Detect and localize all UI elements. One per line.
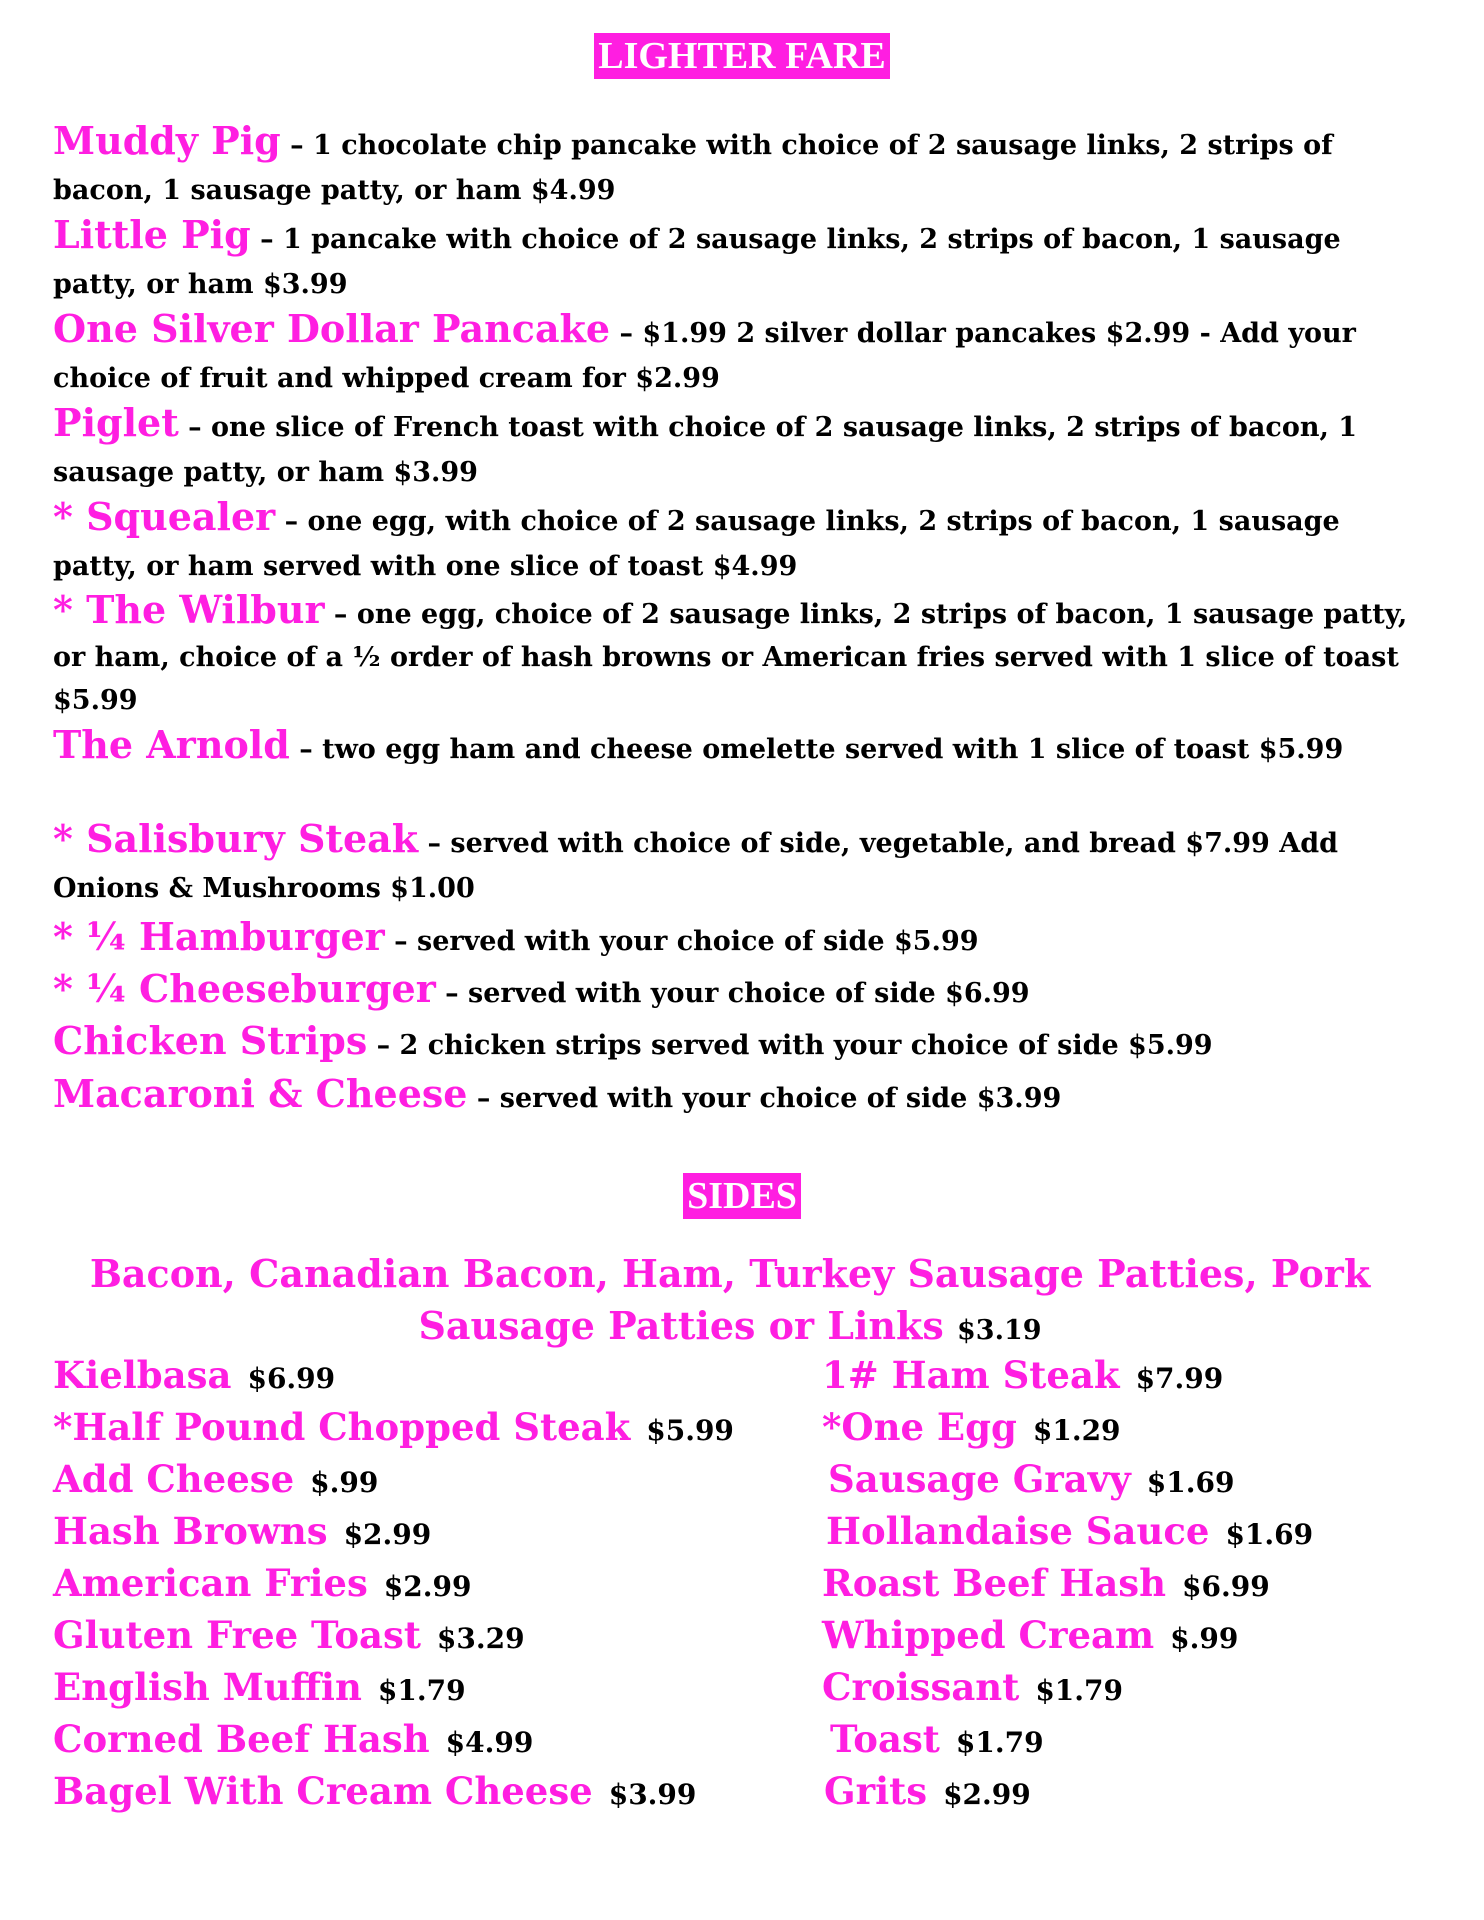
menu-item-desc: – served with your choice of side $3.99 (467, 1083, 1062, 1114)
menu-item-desc: – 1 chocolate chip pancake with choice of 2 sausage links, 2 strips of bacon, 1 sausage patty, or ham $4.99 (53, 130, 1333, 206)
side-item (822, 1405, 1121, 1449)
side-item (53, 1405, 734, 1449)
menu-item-desc: – 1 pancake with choice of 2 sausage links, 2 strips of bacon, 1 sausage patty, or ham $3.99 (53, 224, 1341, 300)
side-item (822, 1561, 1270, 1605)
menu-item-name: * The Wilbur (53, 587, 325, 632)
lighter-fare-heading (0, 33, 1484, 79)
side-item (824, 1769, 1031, 1813)
sides-intro-text: Bacon, Canadian Bacon, Ham, Turkey Sausage Patties, Pork Sausage Patties or Links (89, 1251, 1371, 1348)
menu-item-squealer (53, 494, 1423, 589)
menu-item-cheeseburger (53, 966, 1423, 1016)
menu-item-arnold (53, 722, 1423, 772)
side-name: Grits (824, 1769, 928, 1813)
side-item (822, 1665, 1123, 1709)
side-price: $1.79 (1035, 1674, 1123, 1707)
side-name: *One Egg (822, 1405, 1017, 1449)
menu-item-desc: – two egg ham and cheese omelette served with 1 slice of toast $5.99 (289, 734, 1344, 765)
side-name: Kielbasa (53, 1353, 232, 1397)
side-item (53, 1613, 525, 1657)
menu-item-name: * Salisbury Steak (53, 816, 419, 861)
menu-item-salisbury-steak (53, 816, 1423, 911)
side-price: $1.29 (1032, 1414, 1121, 1447)
side-item (53, 1665, 466, 1709)
side-price: $5.99 (646, 1414, 734, 1447)
side-price: $.99 (1170, 1622, 1239, 1655)
side-price: $3.29 (436, 1622, 525, 1655)
sides-heading-label: SIDES (683, 1173, 801, 1219)
side-price: $2.99 (383, 1570, 472, 1603)
menu-item-name: One Silver Dollar Pancake (53, 306, 611, 351)
side-name: Roast Beef Hash (822, 1561, 1167, 1605)
menu-item-desc: – $1.99 2 silver dollar pancakes $2.99 - Add your choice of fruit and whipped cream for $2.99 (53, 318, 1356, 394)
side-name: *Half Pound Chopped Steak (53, 1405, 631, 1449)
side-price: $1.79 (377, 1674, 466, 1707)
menu-item-chicken-strips (53, 1018, 1423, 1068)
side-name: Whipped Cream (822, 1613, 1155, 1657)
menu-item-name: The Arnold (53, 722, 290, 767)
side-price: $6.99 (1182, 1570, 1270, 1603)
side-name: Toast (830, 1717, 940, 1761)
side-item (826, 1509, 1313, 1553)
side-item (822, 1613, 1238, 1657)
sides-intro-price: $3.19 (957, 1315, 1042, 1346)
lighter-fare-heading-label: LIGHTER FARE (594, 33, 890, 79)
menu-item-desc: – served with your choice of side $6.99 (435, 978, 1030, 1009)
side-price: $4.99 (445, 1726, 534, 1759)
menu-item-piglet (53, 400, 1423, 495)
side-item (53, 1717, 533, 1761)
side-name: Hash Browns (53, 1509, 328, 1553)
side-item (53, 1457, 378, 1501)
side-name: Hollandaise Sauce (826, 1509, 1210, 1553)
side-item (53, 1509, 431, 1553)
side-name: Add Cheese (53, 1457, 295, 1501)
menu-item-name: Macaroni & Cheese (53, 1071, 468, 1116)
side-name: Bagel With Cream Cheese (53, 1769, 593, 1813)
menu-item-silver-dollar (53, 306, 1423, 401)
side-name: Corned Beef Hash (53, 1717, 430, 1761)
side-price: $7.99 (1135, 1362, 1224, 1395)
side-price: $1.79 (955, 1726, 1044, 1759)
side-item (53, 1561, 471, 1605)
menu-item-desc: – 2 chicken strips served with your choice of side $5.99 (367, 1030, 1213, 1061)
menu-item-desc: – one egg, choice of 2 sausage links, 2 strips of bacon, 1 sausage patty, or ham, choice of a ½ order of hash browns or American fries served with 1 slice of toast $5.99 (53, 599, 1408, 716)
side-name: English Muffin (53, 1665, 362, 1709)
side-name: 1# Ham Steak (822, 1353, 1120, 1397)
side-name: Sausage Gravy (828, 1457, 1131, 1501)
sides-heading (0, 1173, 1484, 1219)
sides-intro (80, 1248, 1380, 1357)
menu-item-name: * Squealer (53, 494, 276, 539)
side-price: $.99 (310, 1466, 379, 1499)
side-price: $2.99 (343, 1518, 432, 1551)
menu-item-name: * ¼ Cheeseburger (53, 966, 436, 1011)
side-item (53, 1353, 335, 1397)
side-name: American Fries (53, 1561, 368, 1605)
side-price: $1.69 (1146, 1466, 1235, 1499)
menu-item-name: * ¼ Hamburger (53, 914, 385, 959)
menu-item-muddy-pig (53, 118, 1423, 213)
menu-item-name: Little Pig (53, 212, 251, 257)
side-price: $1.69 (1225, 1518, 1314, 1551)
side-item (830, 1717, 1044, 1761)
menu-item-macaroni (53, 1071, 1423, 1121)
side-price: $3.99 (608, 1778, 697, 1811)
menu-item-name: Chicken Strips (53, 1018, 368, 1063)
side-price: $2.99 (943, 1778, 1031, 1811)
side-price: $6.99 (247, 1362, 336, 1395)
side-item (828, 1457, 1234, 1501)
menu-item-wilbur (53, 588, 1423, 722)
menu-item-little-pig (53, 212, 1423, 307)
side-item (822, 1353, 1223, 1397)
menu-item-desc: – one egg, with choice of 2 sausage links, 2 strips of bacon, 1 sausage patty, or ham served with one slice of toast $4.99 (53, 506, 1340, 582)
side-name: Croissant (822, 1665, 1020, 1709)
menu-item-desc: – one slice of French toast with choice of 2 sausage links, 2 strips of bacon, 1 sausage patty, or ham $3.99 (53, 412, 1358, 488)
menu-item-desc: – served with choice of side, vegetable, and bread $7.99 Add Onions & Mushrooms $1.00 (53, 828, 1338, 904)
menu-item-name: Muddy Pig (53, 118, 281, 163)
side-name: Gluten Free Toast (53, 1613, 421, 1657)
menu-item-hamburger (53, 914, 1423, 964)
menu-item-name: Piglet (53, 400, 179, 445)
menu-item-desc: – served with your choice of side $5.99 (384, 926, 979, 957)
side-item (53, 1769, 696, 1813)
